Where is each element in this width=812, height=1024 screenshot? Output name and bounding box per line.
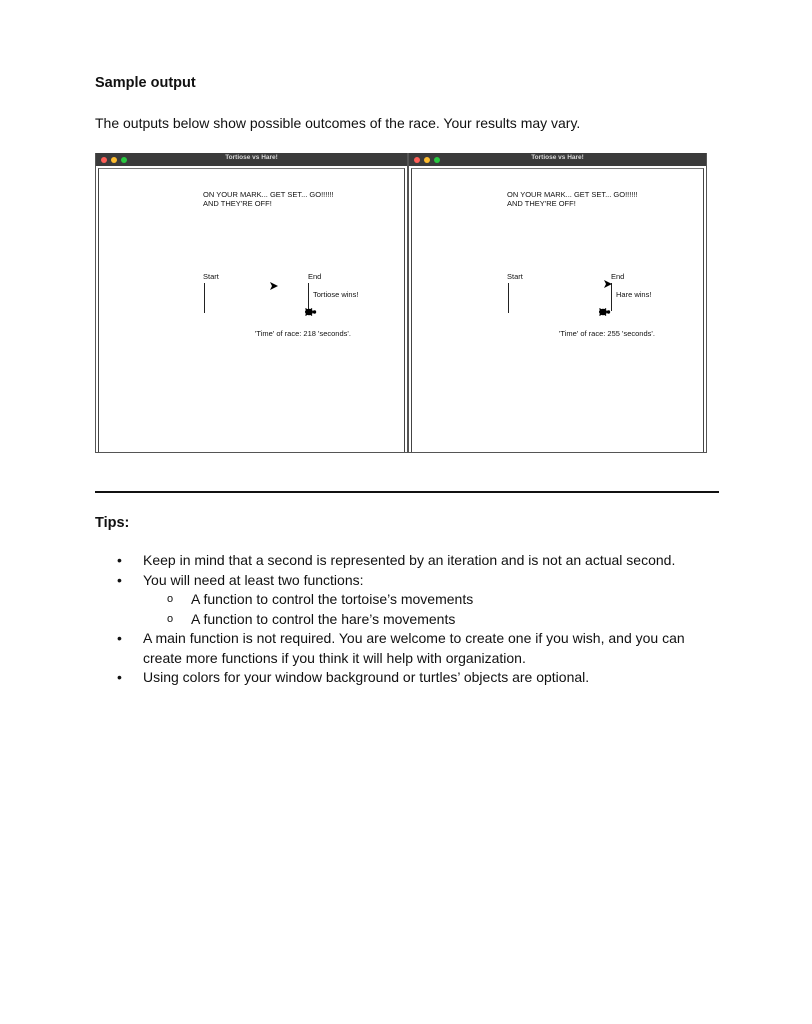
winner-message: Hare wins! [616, 290, 652, 299]
end-label: End [308, 272, 322, 281]
tip-item [95, 668, 725, 688]
tip-item [95, 571, 725, 630]
bullet-icon: • [117, 552, 122, 568]
start-label: Start [203, 272, 219, 281]
end-label: End [611, 272, 625, 281]
start-line [204, 283, 205, 313]
race-start-message: ON YOUR MARK... GET SET... GO!!!!!! [507, 190, 638, 199]
race-off-message: AND THEY'RE OFF! [507, 199, 576, 208]
turtle-canvas [411, 168, 704, 452]
window-titlebar [409, 153, 706, 166]
tortoise-icon [597, 307, 611, 317]
hare-arrow-icon [269, 281, 279, 291]
section-divider [95, 491, 719, 493]
turtle-canvas [98, 168, 405, 452]
race-off-message: AND THEY'RE OFF! [203, 199, 272, 208]
window-titlebar [96, 153, 407, 166]
race-window-hare-wins [408, 153, 707, 453]
tip-text: You will need at least two functions: [143, 571, 364, 588]
sub-tip-text: A function to control the tortoise’s movements [191, 591, 474, 607]
tip-text: Using colors for your window background or turtles’ objects are optional. [143, 669, 590, 685]
window-title: Tortiose vs Hare! [225, 154, 278, 161]
tips-heading: Tips: [95, 515, 130, 531]
race-start-message: ON YOUR MARK... GET SET... GO!!!!!! [203, 190, 334, 199]
tortoise-icon [303, 307, 317, 317]
sub-tip-item [143, 590, 725, 610]
circle-bullet-icon: o [167, 593, 174, 605]
tip-item [95, 551, 725, 571]
race-window-tortoise-wins [95, 153, 408, 453]
tips-list [95, 551, 725, 688]
bullet-icon: • [117, 630, 122, 646]
tip-item [95, 629, 725, 668]
sub-tips-list [143, 590, 725, 629]
sub-tip-item [143, 610, 725, 630]
winner-message: Tortiose wins! [313, 290, 359, 299]
window-title: Tortiose vs Hare! [531, 154, 584, 161]
bullet-icon: • [117, 571, 122, 588]
hare-arrow-icon [603, 279, 613, 289]
start-line [508, 283, 509, 313]
race-time: 'Time' of race: 218 'seconds'. [255, 329, 351, 338]
intro-text: The outputs below show possible outcomes of the race. Your results may vary. [95, 115, 581, 131]
tip-text: A main function is not required. You are welcome to create one if you wish, and you can create more functions if you think it will help with organization. [143, 630, 685, 666]
sample-output-heading: Sample output [95, 75, 196, 91]
race-time: 'Time' of race: 255 'seconds'. [559, 329, 655, 338]
sample-screenshots [95, 153, 707, 453]
tip-text: Keep in mind that a second is represented by an iteration and is not an actual second. [143, 552, 676, 568]
circle-bullet-icon: o [167, 612, 174, 625]
bullet-icon: • [117, 669, 122, 685]
start-label: Start [507, 272, 523, 281]
sub-tip-text: A function to control the hare’s movements [191, 610, 456, 627]
